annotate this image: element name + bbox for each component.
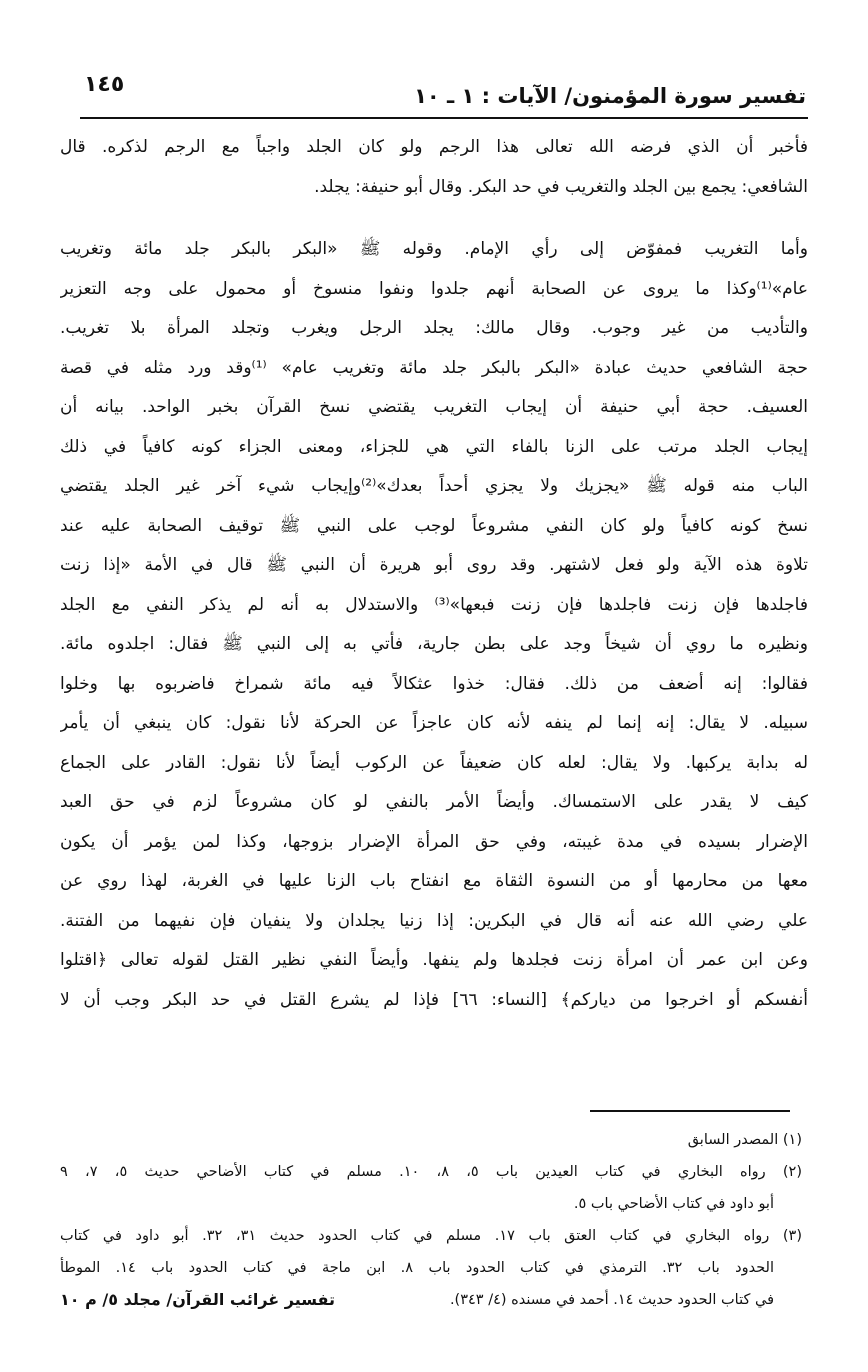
body-line: الإضرار بسيده في مدة غيبته، وفي حق المرأة الإضرار بزوجها، وكذا لمن يؤمر أن يكون xyxy=(60,831,808,852)
footnote-line: الحدود باب ٣٢. الترمذي في كتاب الحدود باب ٨. ابن ماجة في كتاب الحدود باب ١٤. الموطأ xyxy=(60,1260,775,1276)
body-line: معها من محارمها أو من النسوة الثقاة مع انفتاح باب الزنا عليها في الغربة، لهذا روي عن xyxy=(60,871,808,891)
body-line: الباب منه قوله ﷺ «يجزيك ولا يجزي أحداً بعدك»⁽²⁾وإيجاب شيء آخر غير الجلد يقتضي xyxy=(60,476,808,496)
footnote-line: في كتاب الحدود حديث ١٤. أحمد في مسنده (٤/ ٣٤٣). xyxy=(449,1292,774,1308)
footnote-line: أبو داود في كتاب الأضاحي باب ٥. xyxy=(573,1196,774,1212)
running-title: تفسير سورة المؤمنون/ الآيات : ١ ـ ١٠ xyxy=(414,84,806,108)
body-line: فقالوا: إنه أضعف من ذلك. فقال: خذوا عثكالاً فيه مائة شمراخ فاضربوه بها وخلوا xyxy=(60,673,808,694)
body-line: الشافعي: يجمع بين الجلد والتغريب في حد البكر. وقال أبو حنيفة: يجلد. xyxy=(314,176,808,197)
body-line: نسخ كونه كافياً ولو كان النفي مشروعاً لوجب على النبي ﷺ توقيف الصحابة عليه عند xyxy=(60,515,808,536)
body-line: والتأديب من غير وجوب. وقال مالك: يجلد الرجل ويغرب وتجلد المرأة بلا تغريب. xyxy=(60,318,808,338)
body-line: علي رضي الله عنه أنه قال في البكرين: إذا زنيا يجلدان ولا ينفيان فإن نفيهما من الفتنة. xyxy=(60,910,808,931)
body-line: وأما التغريب فمفوّض إلى رأي الإمام. وقوله ﷺ «البكر بالبكر جلد مائة وتغريب xyxy=(60,239,808,259)
body-line: تلاوة هذه الآية ولو فعل لاشتهر. وقد روى أبو هريرة أن النبي ﷺ قال في الأمة «إذا زنت xyxy=(60,555,808,575)
footnote-line: (٢) رواه البخاري في كتاب العيدين باب ٥، ٨، ١٠. مسلم في كتاب الأضاحي حديث ٥، ٧، ٩ xyxy=(60,1164,802,1180)
footnote-line: (١) المصدر السابق xyxy=(687,1132,802,1148)
body-line: فأخبر أن الذي فرضه الله تعالى هذا الرجم ولو كان الجلد واجباً مع الرجم لذكره. قال xyxy=(60,137,808,157)
body-text xyxy=(60,128,808,1020)
body-line: إيجاب الجلد مرتب على الزنا بالفاء التي هي للجزاء، ومعنى الجزاء كونه كافياً في ذلك xyxy=(60,436,808,457)
body-line: العسيف. حجة أبي حنيفة أن إيجاب التغريب يقتضي نسخ القرآن بخبر الواحد. بيانه أن xyxy=(60,397,808,417)
signature-mark: تفسير غرائب القرآن/ مجلد ٥/ م ١٠ xyxy=(60,1290,336,1309)
header-rule xyxy=(80,117,808,119)
footnote-rule xyxy=(590,1110,790,1112)
body-line: فاجلدها فإن زنت فاجلدها فإن زنت فبعها»⁽³⁾ والاستدلال به أنه لم يذكر النفي مع الجلد xyxy=(60,594,808,615)
body-line: كيف لا يقدر على الاستمساك. وأيضاً الأمر بالنفي لو كان مشروعاً لزم في حق العبد xyxy=(60,792,808,812)
body-line: حجة الشافعي حديث عبادة «البكر بالبكر جلد مائة وتغريب عام» ⁽¹⁾وقد ورد مثله في قصة xyxy=(60,357,808,378)
body-line: وعن ابن عمر أن امرأة زنت فجلدها ولم ينفها. وأيضاً النفي نظير القتل لقوله تعالى ﴿اقتلوا xyxy=(60,950,808,970)
body-line: عام»⁽¹⁾وكذا ما يروى عن الصحابة أنهم جلدوا ونفوا منسوخ أو محمول على وجه التعزير xyxy=(60,278,808,299)
paragraph-gap xyxy=(60,207,808,230)
footnote-line: (٣) رواه البخاري في كتاب العتق باب ١٧. مسلم في كتاب الحدود حديث ٣١، ٣٢. أبو داود في كتاب xyxy=(60,1228,802,1244)
body-line: سبيله. لا يقال: إنه إنما لم ينفه لأنه كان عاجزاً عن الحركة لأنا نقول: كان ينبغي أن يأمر xyxy=(60,713,808,733)
body-line: له بدابة يركبها. ولا يقال: لعله كان ضعيفاً عن الركوب أيضاً لأنا نقول: القادر على الجماع xyxy=(60,752,808,773)
page-number: ١٤٥ xyxy=(84,72,125,97)
body-line: أنفسكم أو اخرجوا من دياركم﴾ [النساء: ٦٦] فإذا لم يشرع القتل في حد البكر وجب أن لا xyxy=(60,989,808,1010)
body-line: ونظيره ما روي أن شيخاً وجد على بطن جارية، فأتي به إلى النبي ﷺ فقال: اجلدوه مائة. xyxy=(60,634,808,654)
footnotes xyxy=(60,1124,802,1316)
